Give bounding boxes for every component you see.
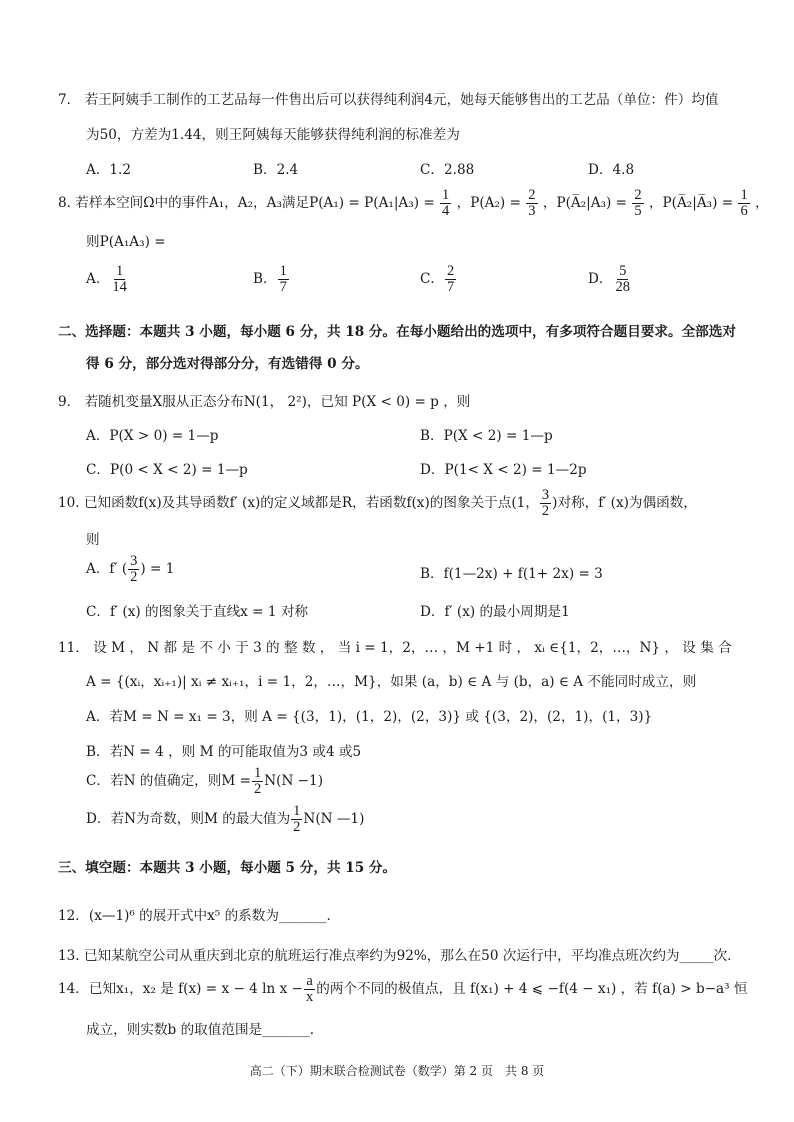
- q11-option-b: B．若N = 4 ，则 M 的可能取值为3 或4 或5: [86, 744, 362, 760]
- q11-option-c: C．若N 的值确定，则M = $\frac{1}{2}$ N(N −1): [86, 765, 324, 798]
- q10-option-d: D．f′ (x) 的最小周期是1: [420, 604, 570, 620]
- q14-stem-line2: 成立，则实数b 的取值范围是_______.: [86, 1022, 315, 1038]
- q8-option-c: C． $\frac{2}{7}$: [420, 263, 455, 296]
- section3-heading: 三、填空题：本题共 3 小题，每小题 5 分，共 15 分。: [58, 860, 397, 876]
- q8-stem-mid3: ，P(A̅₂|A̅₃) =: [648, 195, 734, 212]
- q7-stem-line2: 为50，方差为1.44，则王阿姨每天能够获得纯利润的标准差为: [86, 127, 460, 143]
- q12-text: 12．(x—1)⁶ 的展开式中x⁵ 的系数为_______.: [58, 908, 331, 924]
- q8-frac-2: $\frac{2}{3}$: [528, 187, 536, 220]
- q9-option-c: C．P(0 < X < 2) = 1—p: [86, 462, 248, 478]
- q7-option-d: D．4.8: [588, 162, 635, 178]
- q10-option-a: A．f′ ( $\frac{3}{2}$ ) = 1: [86, 553, 175, 586]
- q11-option-d: D．若N为奇数，则M 的最大值为 $\frac{1}{2}$ N(N —1): [86, 803, 365, 836]
- q8-stem-mid1: ，P(A₂) =: [456, 195, 521, 212]
- section2-heading-line2: 得 6 分，部分选对得部分分，有选错得 0 分。: [86, 356, 369, 372]
- q8-frac-4: $\frac{1}{6}$: [740, 187, 748, 220]
- q9-option-b: B．P(X < 2) = 1—p: [420, 428, 553, 444]
- q10-option-c: C．f′ (x) 的图象关于直线x = 1 对称: [86, 604, 309, 620]
- q7-option-c: C．2.88: [420, 162, 475, 178]
- q9-option-d: D．P(1< X < 2) = 1—2p: [420, 462, 587, 478]
- q7-option-a: A．1.2: [86, 162, 132, 178]
- q8-option-b: B． $\frac{1}{7}$: [253, 263, 287, 296]
- q8-stem-line1: [58, 188, 769, 219]
- q8-stem-line2: 则P(A₁A₃) =: [86, 234, 166, 250]
- q8-frac-1: $\frac{1}{4}$: [442, 187, 450, 220]
- q8-option-a: A． $\frac{1}{14}$: [86, 263, 127, 296]
- q7-stem-line1: 7． 若王阿姨手工制作的工艺品每一件售出后可以获得纯利润4元，她每天能够售出的工艺品（单位：件）均值: [58, 92, 719, 108]
- q14-frac: $\frac{a}{x}$: [305, 973, 314, 1006]
- q11-option-a: A．若M = N = x₁ = 3，则 A = {(3，1)，(1，2)，(2，3)} 或 {(3，2)，(2，1)，(1，3)}: [86, 709, 653, 725]
- q10-stem-line2: 则: [86, 532, 100, 548]
- section2-heading-line1: 二、选择题：本题共 3 小题，每小题 6 分，共 18 分。在每小题给出的选项中，有多项符合题目要求。全部选对: [58, 324, 736, 340]
- q9-option-a: A．P(X > 0) = 1—p: [86, 428, 219, 444]
- q11-stem-line2: A = {(xᵢ，xᵢ₊₁)| xᵢ ≠ xᵢ₊₁，i = 1，2，…，M}，如果 (a，b) ∈ A 与 (b，a) ∈ A 不能同时成立，则: [86, 674, 697, 690]
- q8-stem-tail: ，: [755, 195, 769, 212]
- q7-option-b: B．2.4: [253, 162, 299, 178]
- q10-frac: $\frac{3}{2}$: [541, 487, 550, 520]
- q10-stem-line1: 10. 已知函数f(x)及其导函数f′ (x)的定义域都是R，若函数f(x)的图象关于点(1， $\frac{3}{2}$ )对称，f′ (x)为偶函数，: [58, 487, 697, 520]
- page-footer: 高二（下）期末联合检测试卷（数学）第 2 页 共 8 页: [249, 1064, 545, 1078]
- q11-stem-line1: 11． 设 M ， N 都 是 不 小 于 3 的 整 数 ， 当 i = 1，2，… ，M +1 时 ， xᵢ ∈{1，2，…，N} ， 设 集 合: [58, 640, 732, 656]
- q9-stem: 9． 若随机变量X服从正态分布N(1， 2²)，已知 P(X < 0) = p ，则: [58, 394, 471, 410]
- q10-option-b: B．f(1—2x) + f(1+ 2x) = 3: [420, 566, 603, 582]
- q8-frac-3: $\frac{2}{5}$: [634, 187, 642, 220]
- q8-stem-mid2: ，P(A̅₂|A₃) =: [542, 195, 628, 212]
- q13-text: 13. 已知某航空公司从重庆到北京的航班运行准点率约为92%，那么在50 次运行中，平均准点班次约为_____次.: [58, 948, 732, 964]
- q8-option-d: D． $\frac{5}{28}$: [588, 263, 630, 296]
- q14-stem-line1: 14．已知x₁，x₂ 是 f(x) = x − 4 ln x − $\frac{a}{x}$ 的两个不同的极值点，且 f(x₁) + 4 ⩽ −f(4 − x₁) ，若 f(a) > b−a³ 恒: [58, 973, 748, 1006]
- q8-stem-prefix: 8. 若样本空间Ω中的事件A₁，A₂，A₃满足P(A₁) = P(A₁|A₃) =: [58, 195, 435, 212]
